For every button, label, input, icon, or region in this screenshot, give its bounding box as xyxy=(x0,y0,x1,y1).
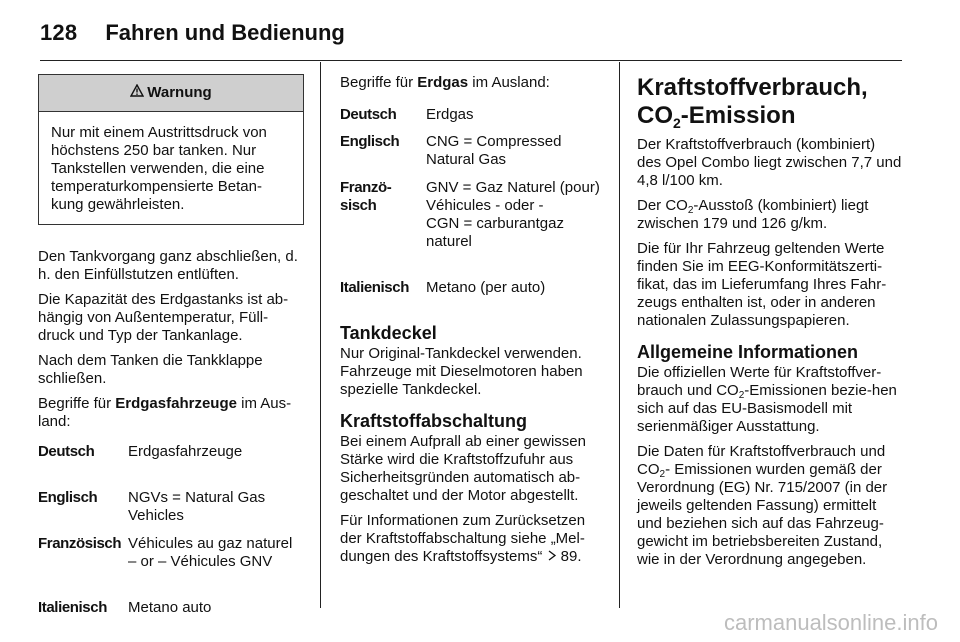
warning-title: Warnung xyxy=(147,84,212,101)
page-reference-link[interactable]: 89. xyxy=(560,548,582,565)
column-divider xyxy=(619,62,620,608)
paragraph: Der Kraftstoffverbrauch (kombiniert) des Opel Combo liegt zwischen 7,7 und 4,8 l/100 km. xyxy=(637,136,902,189)
table-row: Italienisch Metano auto xyxy=(38,599,212,616)
watermark: carmanualsonline.info xyxy=(723,610,938,635)
page-reference-icon xyxy=(547,548,561,565)
warning-text: Nur mit einem Austrittsdruck von höchstens 250 bar tanken. Nur Tankstellen verwenden, die eine temperaturkompensierte Betan-kung gewährleisten. xyxy=(51,124,267,213)
paragraph: Die Daten für Kraftstoffverbrauch und $CO_2-$ Emissionen wurden gemäß der Verordnung (EG) Nr. 715/2007 (in der jeweils geltenden Fassung) ermittelt und beziehen sich auf das Fahrzeug-gewicht im betriebsbereiten Zustand, wie in der Verordnung angegeben. xyxy=(637,443,888,568)
paragraph: Die offiziellen Werte für Kraftstoffver-brauch und $CO_2$-Emissionen bezie-hen sich auf das EU-Basismodell mit serienmäßiger Ausstattung. xyxy=(637,364,897,435)
paragraph: Der $CO_2$-Ausstoß (kombiniert) liegt zwischen 179 und 126 g/km. xyxy=(637,197,869,232)
table-row: Englisch CNG = Compressed Natural Gas xyxy=(340,133,562,168)
warning-box xyxy=(38,74,304,225)
paragraph: Die für Ihr Fahrzeug geltenden Werte finden Sie im EEG-Konformitätszerti-fikat, das im Lieferumfang Ihres Fahr-zeugs enthalten ist, oder in anderen nationalen Zulassungspapieren. xyxy=(637,240,887,329)
table-row: Franzö-sisch GNV = Gaz Naturel (pour) Véhicules - oder - CGN = carburantgaz naturel xyxy=(340,179,600,250)
paragraph: Die Kapazität des Erdgastanks ist ab-hängig von Außentemperatur, Füll-druck und Typ der Tankanlage. xyxy=(38,291,289,344)
page-header xyxy=(40,14,902,61)
page-number: 128 xyxy=(40,20,78,45)
section-title: Kraftstoffverbrauch, $CO_2$-Emission xyxy=(637,74,868,131)
warning-header xyxy=(39,75,303,112)
table-row: Deutsch Erdgasfahrzeuge xyxy=(38,443,243,460)
section-heading: Allgemeine Informationen xyxy=(637,342,859,362)
column-divider xyxy=(320,62,321,608)
terms-table-gas xyxy=(340,106,604,309)
column-2 xyxy=(340,74,604,573)
paragraph: Nur Original-Tankdeckel verwenden. Fahrzeuge mit Dieselmotoren haben spezielle Tankdeckel. xyxy=(340,345,583,398)
section-heading: Kraftstoffabschaltung xyxy=(340,411,528,431)
paragraph: Für Informationen zum Zurücksetzen der Kraftstoffabschaltung siehe „Mel-dungen des Kraftstoffsystems“ 89. xyxy=(340,512,586,565)
paragraph: Begriffe für Erdgasfahrzeuge im Aus-land: xyxy=(38,395,292,430)
table-row: Deutsch Erdgas xyxy=(340,106,474,123)
warning-triangle-icon xyxy=(130,84,144,102)
section-heading: Tankdeckel xyxy=(340,323,437,343)
paragraph: Nach dem Tanken die Tankklappe schließen. xyxy=(38,352,263,387)
paragraph: Den Tankvorgang ganz abschließen, d. h. den Einfüllstutzen entlüften. xyxy=(38,248,298,283)
column-1 xyxy=(38,74,304,617)
paragraph: Bei einem Aufprall ab einer gewissen Stärke wird die Kraftstoffzufuhr aus Sicherheitsgründen automatisch ab-geschaltet und der Motor abgestellt. xyxy=(340,433,586,504)
page-title: Fahren und Bedienung xyxy=(105,20,345,45)
column-3 xyxy=(637,74,903,576)
table-row: Französisch Véhicules au gaz naturel – or – Véhicules GNV xyxy=(38,535,293,570)
paragraph: Begriffe für Erdgas im Ausland: xyxy=(340,74,550,91)
table-row: Englisch NGVs = Natural Gas Vehicles xyxy=(38,489,266,524)
table-row: Italienisch Metano (per auto) xyxy=(340,279,546,296)
terms-table-vehicles xyxy=(38,443,304,617)
